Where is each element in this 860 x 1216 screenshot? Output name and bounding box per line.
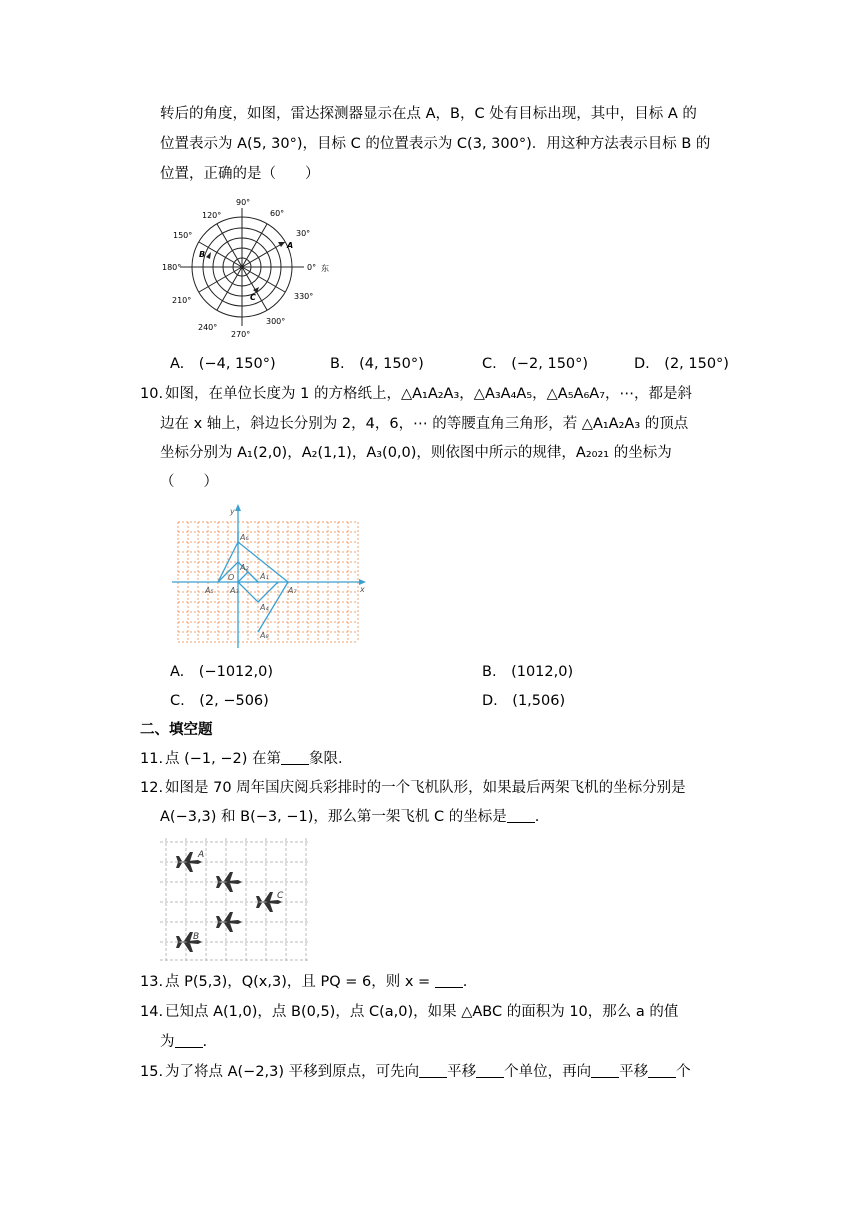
radar-label-120: 120°: [202, 211, 222, 220]
q10-line-2: 边在 x 轴上，斜边长分别为 2，4，6，⋯ 的等腰直角三角形，若 △A₁A₂A₃ 的顶点: [160, 416, 689, 432]
radar-point-a: A: [287, 241, 294, 250]
q14-line-2: 为 .: [160, 1034, 208, 1050]
radar-diagram: [160, 196, 330, 342]
q14-number: 14.: [140, 1004, 164, 1020]
plane-label-b: B: [193, 932, 200, 942]
q14-line-1: 已知点 A(1,0)，点 B(0,5)，点 C(a,0)，如果 △ABC 的面积为 10，那么 a 的值: [165, 1004, 679, 1020]
grid-label-a6: A₆: [240, 533, 249, 542]
q11-blank[interactable]: [281, 750, 309, 765]
q14-blank[interactable]: [175, 1033, 203, 1048]
grid-label-origin: O: [228, 573, 235, 582]
grid-label-a7: A₇: [288, 586, 297, 595]
q15-blank-4[interactable]: [648, 1063, 676, 1078]
q10-option-d[interactable]: D. (1,506): [482, 693, 566, 709]
grid-label-a4: A₄: [260, 603, 269, 612]
radar-label-150: 150°: [173, 231, 193, 240]
radar-label-60: 60°: [270, 209, 285, 218]
radar-label-210: 210°: [172, 296, 192, 305]
q10-option-a[interactable]: A. (−1012,0): [170, 664, 273, 680]
radar-label-270: 270°: [231, 330, 251, 339]
q12-blank[interactable]: [507, 808, 535, 823]
q9-line-3: 位置，正确的是（ ）: [160, 166, 320, 182]
grid-label-a8: A₈: [260, 631, 269, 640]
grid-label-a3: A₃: [230, 586, 239, 595]
q15-blank-1[interactable]: [419, 1063, 447, 1078]
radar-label-240: 240°: [198, 323, 218, 332]
radar-label-30: 30°: [296, 229, 311, 238]
q9-line-1: 转后的角度，如图，雷达探测器显示在点 A，B，C 处有目标出现，其中，目标 A 的: [160, 106, 697, 122]
q11-text: 点 (−1, −2) 在第 象限.: [165, 751, 343, 767]
q15-blank-2[interactable]: [476, 1063, 504, 1078]
q12-line-1: 如图是 70 周年国庆阅兵彩排时的一个飞机队形，如果最后两架飞机的坐标分别是: [165, 780, 686, 796]
grid-label-a2: A₂: [240, 563, 249, 572]
q10-number: 10.: [140, 386, 164, 402]
q15-blank-3[interactable]: [591, 1063, 619, 1078]
radar-point-b: B: [199, 250, 206, 259]
radar-label-90: 90°: [236, 198, 251, 207]
grid-label-a1: A₁: [260, 572, 269, 581]
radar-label-east: 东: [321, 264, 329, 273]
plane-icon: [216, 912, 242, 932]
q9-option-d[interactable]: D. (2, 150°): [634, 356, 729, 372]
grid-label-x: x: [360, 585, 365, 594]
plane-label-a: A: [198, 850, 205, 860]
q10-option-c[interactable]: C. (2, −506): [170, 693, 269, 709]
q10-option-b[interactable]: B. (1012,0): [482, 664, 574, 680]
grid-label-a5: A₅: [205, 586, 214, 595]
q10-line-1: 如图，在单位长度为 1 的方格纸上，△A₁A₂A₃，△A₃A₄A₅，△A₅A₆A₇，⋯，都是斜: [165, 386, 692, 402]
radar-label-330: 330°: [294, 292, 314, 301]
radar-label-300: 300°: [266, 317, 286, 326]
radar-label-180: 180°: [162, 263, 182, 272]
q15-text: 为了将点 A(−2,3) 平移到原点，可先向 平移 个单位，再向 平移 个: [165, 1064, 691, 1080]
radar-label-0: 0°: [307, 263, 317, 272]
q12-line-2: A(−3,3) 和 B(−3, −1)，那么第一架飞机 C 的坐标是 .: [160, 809, 540, 825]
q9-line-2: 位置表示为 A(5, 30°)，目标 C 的位置表示为 C(3, 300°)．用这种方法表示目标 B 的: [160, 136, 711, 152]
q9-option-a[interactable]: A. (−4, 150°): [170, 356, 276, 372]
grid-diagram: [170, 502, 370, 648]
q10-line-3: 坐标分别为 A₁(2,0)，A₂(1,1)，A₃(0,0)，则依图中所示的规律，A₂₀₂₁ 的坐标为: [160, 445, 672, 461]
plane-label-c: C: [277, 891, 284, 901]
q12-number: 12.: [140, 780, 164, 796]
radar-point-c: C: [250, 293, 256, 302]
q13-text: 点 P(5,3)，Q(x,3)，且 PQ = 6，则 x = .: [165, 974, 468, 990]
q13-blank[interactable]: [435, 973, 463, 988]
plane-icon: [216, 872, 242, 892]
plane-formation-diagram: [160, 838, 312, 962]
q11-number: 11.: [140, 751, 164, 767]
section-heading-fill-in: 二、填空题: [140, 722, 213, 738]
q9-option-c[interactable]: C. (−2, 150°): [482, 356, 589, 372]
q15-number: 15.: [140, 1064, 164, 1080]
q13-number: 13.: [140, 974, 164, 990]
q9-option-b[interactable]: B. (4, 150°): [330, 356, 424, 372]
q10-line-4: （ ）: [160, 474, 218, 490]
grid-label-y: y: [230, 507, 235, 516]
